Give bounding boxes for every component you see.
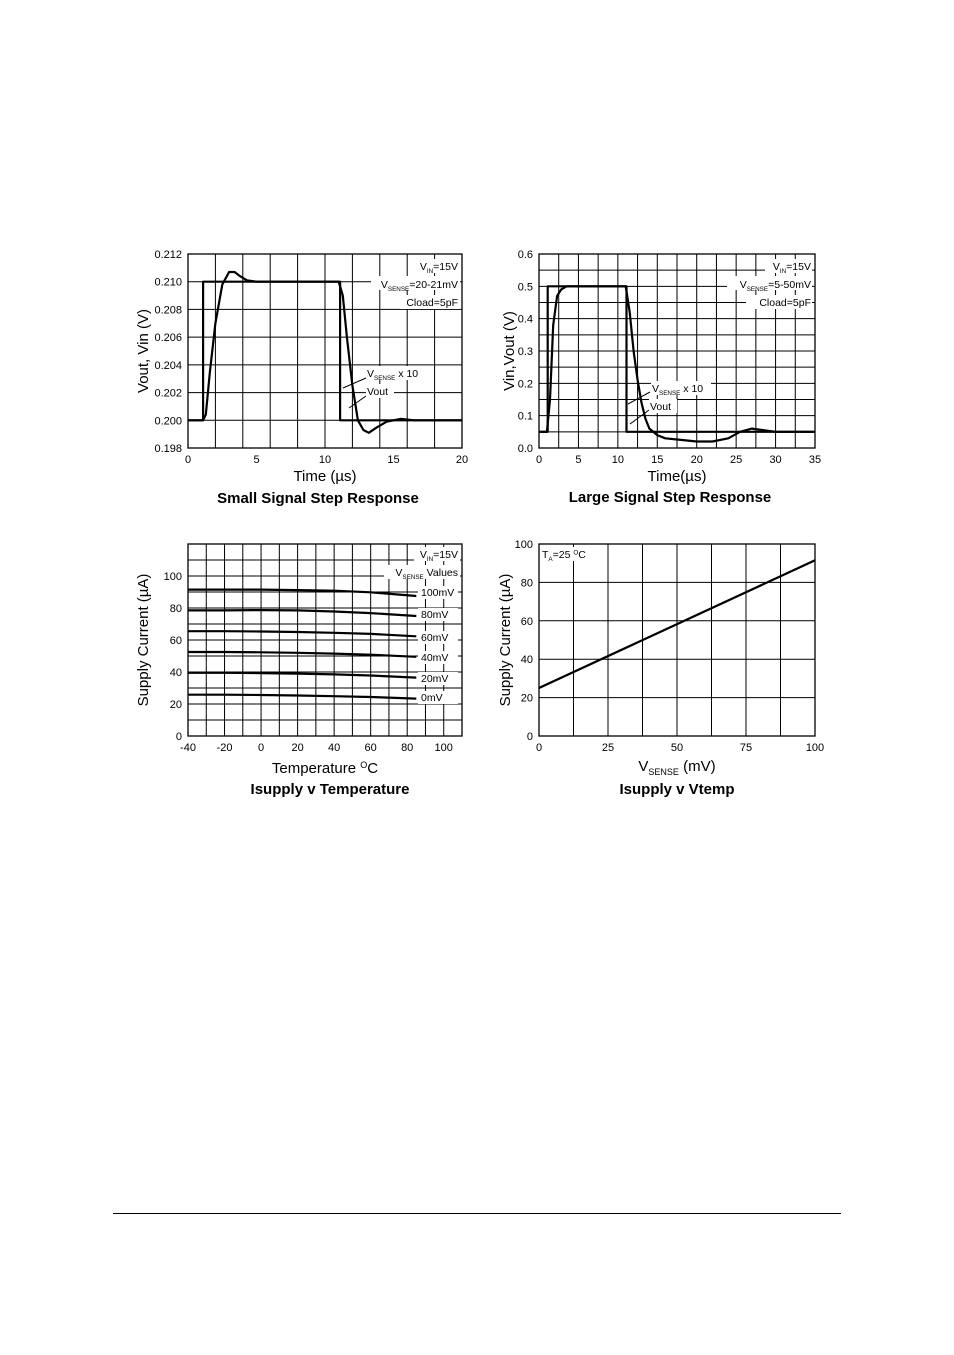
x-tick-label: 5 [575, 454, 582, 466]
chart-3 [135, 544, 462, 798]
x-axis-label: $V_{SENSE}$ (mV) [638, 758, 716, 778]
y-tick-label: 20 [169, 699, 182, 711]
y-tick-label: 60 [169, 635, 182, 647]
annotation-vin: $V_{IN}=15V$ [419, 261, 458, 275]
x-tick-label: -40 [180, 742, 196, 754]
leader-line [343, 378, 366, 388]
y-tick-label: 60 [520, 615, 533, 628]
y-tick-label: 0.204 [154, 359, 182, 372]
y-tick-label: 0.1 [517, 410, 533, 423]
y-axis-label: Supply Current (µA) [135, 573, 152, 707]
series-line-80mV [188, 610, 416, 616]
x-tick-label: 20 [291, 742, 304, 754]
chart-4 [497, 539, 824, 798]
chart-title: Isupply v Vtemp [619, 781, 735, 798]
x-tick-label: 100 [434, 742, 453, 754]
y-tick-label: 0.202 [154, 387, 182, 400]
annotation-vout: Vout [367, 386, 389, 398]
annotation-vsense-values: $V_{SENSE}$ Values [395, 567, 458, 581]
annotation-vout: Vout [650, 401, 672, 413]
leader-line [349, 396, 366, 408]
series-label-100mV: 100mV [421, 587, 455, 599]
x-tick-label: 0 [535, 742, 543, 754]
x-tick-label: 20 [690, 454, 703, 466]
x-tick-label: 10 [318, 454, 332, 466]
series-label-40mV: 40mV [421, 652, 449, 664]
x-tick-label: 100 [805, 742, 825, 754]
y-tick-label: 0 [175, 731, 182, 743]
x-tick-label: 0 [258, 742, 265, 754]
series-label-80mV: 80mV [421, 609, 449, 621]
x-tick-label: 60 [364, 742, 377, 754]
annotation-cload: Cload=5pF [759, 297, 811, 309]
y-tick-label: 0.2 [517, 378, 533, 391]
y-tick-label: 20 [520, 692, 533, 705]
chart-title: Isupply v Temperature [250, 781, 410, 798]
y-tick-label: 0.212 [154, 249, 182, 261]
chart-title: Small Signal Step Response [217, 490, 419, 507]
x-tick-label: 30 [769, 454, 782, 466]
y-axis-label: Vin,Vout (V) [501, 311, 518, 391]
annotation-ta: $T_A=25$ $^O$C [542, 549, 586, 563]
series-line-0mV [188, 695, 416, 699]
y-tick-label: 0.198 [154, 443, 182, 455]
series-line-20mV [188, 673, 416, 678]
x-tick-label: -20 [216, 742, 233, 754]
chart-title: Large Signal Step Response [568, 489, 772, 506]
x-tick-label: 15 [651, 454, 664, 466]
y-tick-label: 0.206 [154, 332, 182, 345]
annotation-vsense: $V_{SENSE}=20-21mV$ [380, 279, 458, 293]
annotation-vin: $V_{IN}=15V$ [772, 261, 811, 275]
y-tick-label: 0.208 [154, 304, 182, 317]
annotation-vin: $V_{IN}=15V$ [419, 549, 458, 563]
y-tick-label: 40 [169, 667, 182, 679]
y-axis-label: Vout, Vin (V) [135, 309, 152, 393]
x-axis-label: Time (µs) [293, 468, 357, 485]
x-tick-label: 0 [535, 454, 543, 466]
y-tick-label: 40 [520, 654, 533, 667]
series-line-60mV [188, 631, 416, 636]
x-tick-label: 5 [253, 454, 260, 466]
y-tick-label: 80 [520, 577, 533, 590]
y-tick-label: 0 [526, 731, 533, 743]
chart-2 [501, 249, 821, 506]
y-tick-label: 0.4 [517, 313, 533, 326]
y-tick-label: 0.0 [517, 443, 533, 455]
x-tick-label: 25 [730, 454, 743, 466]
y-axis-label: Supply Current (µA) [497, 573, 514, 707]
y-tick-label: 0.5 [517, 281, 533, 294]
x-tick-label: 80 [401, 742, 414, 754]
x-tick-label: 20 [455, 454, 469, 466]
series-line-100mV [188, 590, 416, 596]
footer-rule [113, 1213, 841, 1214]
x-tick-label: 15 [387, 454, 400, 466]
x-tick-label: 35 [808, 454, 822, 466]
y-tick-label: 100 [163, 571, 182, 583]
x-tick-label: 40 [328, 742, 341, 754]
y-tick-label: 100 [514, 539, 533, 551]
x-tick-label: 50 [670, 742, 684, 754]
y-tick-label: 0.6 [517, 249, 533, 261]
annotation-cload: Cload=5pF [406, 297, 458, 309]
x-tick-label: 75 [739, 742, 753, 754]
series-label-20mV: 20mV [421, 673, 449, 685]
x-tick-label: 25 [601, 742, 615, 754]
annotation-vsense: $V_{SENSE}=5-50mV$ [739, 279, 811, 293]
series-label-0mV: 0mV [421, 692, 443, 704]
annotation-vsense-x10: $V_{SENSE}$ x 10 [367, 368, 419, 382]
x-tick-label: 10 [611, 454, 624, 466]
y-tick-label: 0.200 [154, 415, 182, 428]
x-tick-label: 0 [184, 454, 192, 466]
y-tick-label: 0.3 [517, 346, 533, 358]
x-axis-label: Time(µs) [647, 468, 707, 485]
y-tick-label: 0.210 [154, 276, 182, 289]
series-label-60mV: 60mV [421, 632, 449, 644]
annotation-vsense-x10: $V_{SENSE}$ x 10 [652, 383, 704, 397]
y-tick-label: 80 [169, 603, 182, 615]
x-axis-label: Temperature $^O$C [271, 759, 379, 777]
chart-1 [135, 249, 468, 507]
